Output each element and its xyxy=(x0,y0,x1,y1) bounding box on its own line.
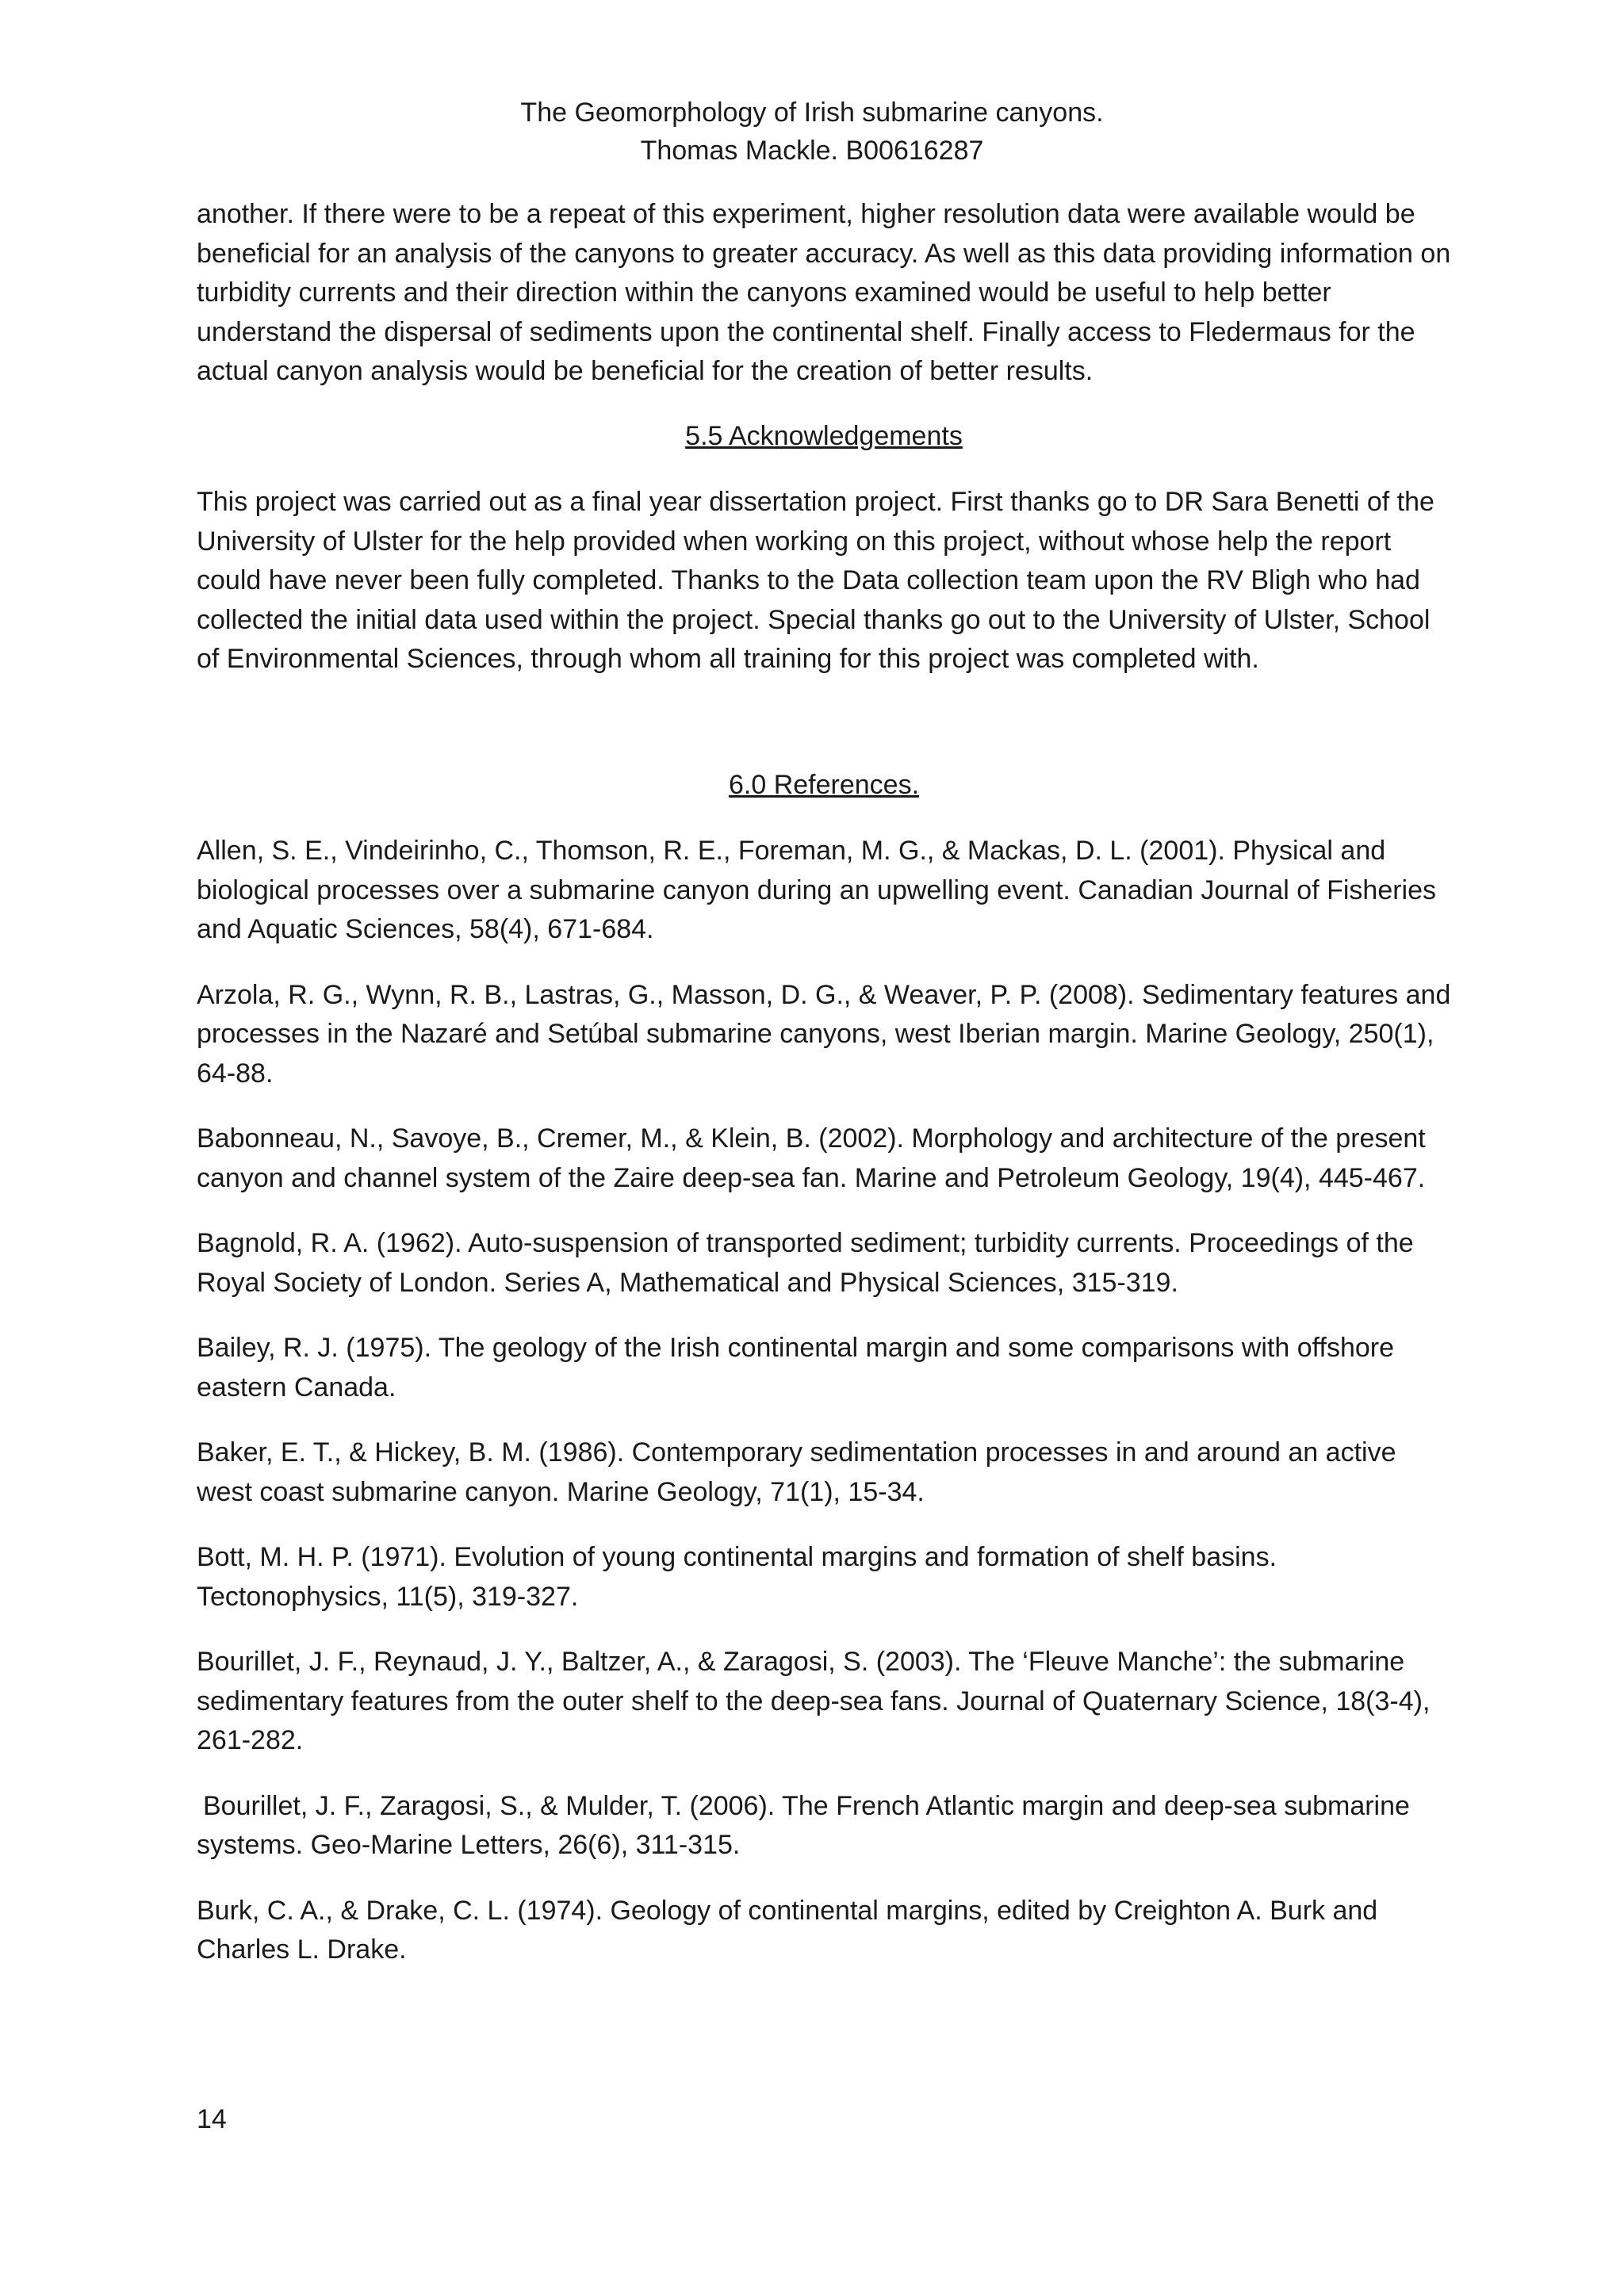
reference-item: Bourillet, J. F., Reynaud, J. Y., Baltzer, A., & Zaragosi, S. (2003). The ‘Fleuve Manche’: the submarine sedimentary features from the outer shelf to the deep-sea fans. Journal of Quaternary Science, 18(3-4), 261-282. xyxy=(197,1647,1431,1755)
header-title: The Geomorphology of Irish submarine canyons. xyxy=(520,98,1104,128)
reference-item: Bourillet, J. F., Zaragosi, S., & Mulder, T. (2006). The French Atlantic margin and deep-sea submarine systems. Geo-Marine Letters, 26(6), 311-315. xyxy=(197,1790,1410,1860)
acknowledgements-paragraph: This project was carried out as a final year dissertation project. First thanks go to DR Sara Benetti of the University of Ulster for the help provided when working on this project, without whose help the report could have never been fully completed. Thanks to the Data collection team upon the RV Bligh who had collected the initial data used within the project. Special thanks go out to the University of Ulster, School of Environmental Sciences, through whom all training for this project was completed with. xyxy=(197,487,1434,674)
reference-item: Bailey, R. J. (1975). The geology of the Irish continental margin and some comparisons with offshore eastern Canada. xyxy=(197,1333,1395,1402)
running-header xyxy=(0,94,1624,170)
intro-paragraph: another. If there were to be a repeat of this experiment, higher resolution data were available would be beneficial for an analysis of the canyons to greater accuracy. As well as this data providing information on turbidity currents and their direction within the canyons examined would be useful to help better understand the dispersal of sediments upon the continental shelf. Finally access to Fledermaus for the actual canyon analysis would be beneficial for the creation of better results. xyxy=(197,199,1451,386)
acknowledgements-heading: 5.5 Acknowledgements xyxy=(685,420,963,451)
reference-list xyxy=(197,832,1451,1970)
references-heading: 6.0 References. xyxy=(728,769,920,800)
reference-item: Burk, C. A., & Drake, C. L. (1974). Geology of continental margins, edited by Creighton A. Burk and Charles L. Drake. xyxy=(197,1895,1378,1965)
page-number: 14 xyxy=(197,2104,227,2134)
reference-item: Baker, E. T., & Hickey, B. M. (1986). Contemporary sedimentation processes in and around an active west coast submarine canyon. Marine Geology, 71(1), 15-34. xyxy=(197,1437,1396,1507)
reference-item: Bott, M. H. P. (1971). Evolution of young continental margins and formation of shelf basins. Tectonophysics, 11(5), 319-327. xyxy=(197,1542,1277,1612)
reference-item: Bagnold, R. A. (1962). Auto-suspension of transported sediment; turbidity currents. Proceedings of the Royal Society of London. Series A, Mathematical and Physical Sciences, 315-319. xyxy=(197,1228,1414,1298)
reference-item: Allen, S. E., Vindeirinho, C., Thomson, R. E., Foreman, M. G., & Mackas, D. L. (2001). Physical and biological processes over a submarine canyon during an upwelling event. Canadian Journal of Fisheries and Aquatic Sciences, 58(4), 671-684. xyxy=(197,836,1437,944)
reference-item: Babonneau, N., Savoye, B., Cremer, M., & Klein, B. (2002). Morphology and architecture of the present canyon and channel system of the Zaire deep-sea fan. Marine and Petroleum Geology, 19(4), 445-467. xyxy=(197,1123,1426,1193)
reference-item: Arzola, R. G., Wynn, R. B., Lastras, G., Masson, D. G., & Weaver, P. P. (2008). Sedimentary features and processes in the Nazaré and Setúbal submarine canyons, west Iberian margin. Marine Geology, 250(1), 64-88. xyxy=(197,979,1451,1089)
header-author: Thomas Mackle. B00616287 xyxy=(640,136,984,166)
page-content xyxy=(197,195,1451,1996)
